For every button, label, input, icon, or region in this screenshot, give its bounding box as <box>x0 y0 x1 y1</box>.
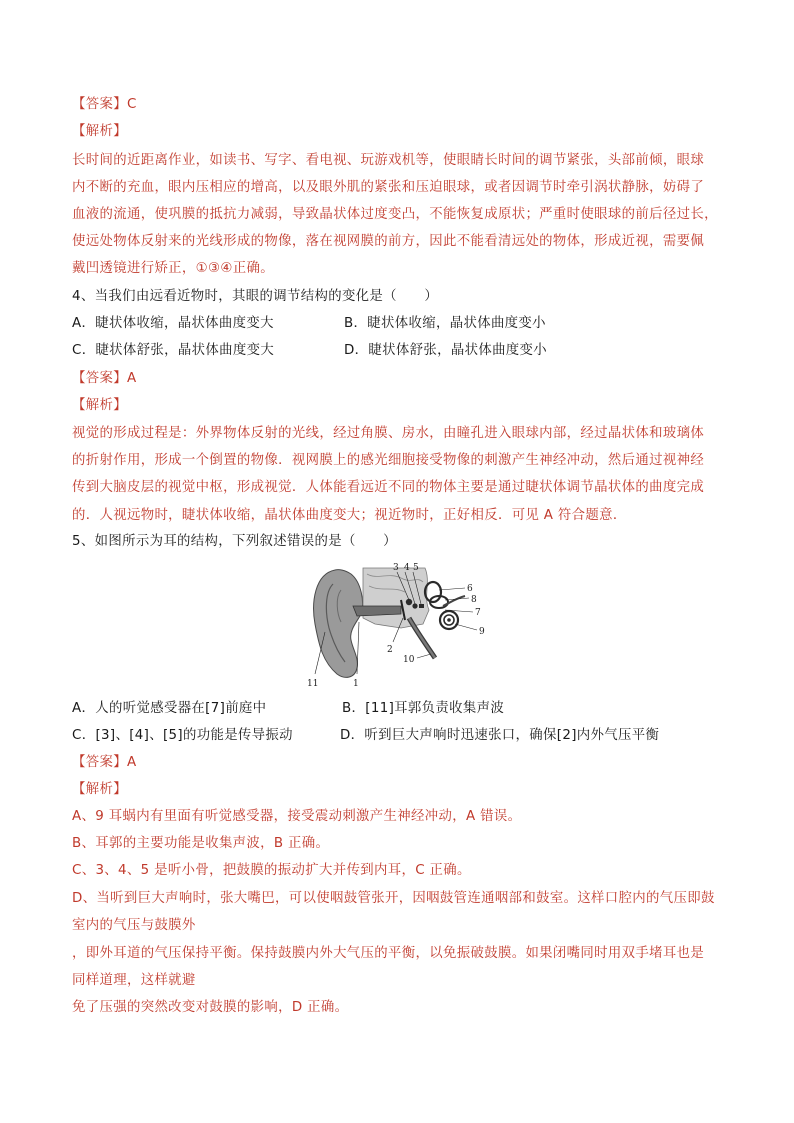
answer-value: C <box>126 97 137 112</box>
answer-label: 【答案】 <box>72 755 127 770</box>
option-d: D．听到巨大声响时迅速张口，确保[2]内外气压平衡 <box>340 728 660 743</box>
q5-analysis-line: 室内的气压与鼓膜外 <box>72 918 196 933</box>
option-b: B．[11]耳郭负责收集声波 <box>342 701 505 716</box>
answer-value: A <box>126 371 137 386</box>
figure-label-3: 3 <box>393 563 399 573</box>
q4-options-row-2 <box>72 342 548 360</box>
q4-options-row-1 <box>72 315 546 333</box>
q5-analysis-line: A、9 耳蜗内有里面有听觉感受器，接受震动刺激产生神经冲动，A 错误。 <box>72 809 522 824</box>
q5-answer <box>72 754 136 772</box>
q3-analysis-label: 【解析】 <box>72 124 127 139</box>
answer-label: 【答案】 <box>72 371 127 386</box>
q5-options-row-1 <box>72 700 505 718</box>
figure-label-2: 2 <box>387 645 393 655</box>
q4-answer <box>72 370 136 388</box>
q5-analysis-line: 免了压强的突然改变对鼓膜的影响，D 正确。 <box>72 1000 349 1015</box>
q4-analysis-line: 传到大脑皮层的视觉中枢，形成视觉．人体能看远近不同的物体主要是通过睫状体调节晶状体的曲度完成 <box>72 480 705 495</box>
answer-label: 【答案】 <box>72 97 127 112</box>
figure-label-11: 11 <box>307 679 319 689</box>
figure-label-5: 5 <box>413 563 419 573</box>
q5-analysis-label: 【解析】 <box>72 782 127 797</box>
option-a: A．人的听觉感受器在[7]前庭中 <box>72 701 267 716</box>
figure-label-7: 7 <box>475 608 481 618</box>
q4-analysis-line: 的．人视远物时，睫状体收缩，晶状体曲度变大；视近物时，正好相反．可见 A 符合题意． <box>72 508 627 523</box>
option-d: D．睫状体舒张，晶状体曲度变小 <box>344 343 548 358</box>
q3-analysis-line: 内不断的充血，眼内压相应的增高，以及眼外肌的紧张和压迫眼球，或者因调节时牵引涡状静脉，妨碍了 <box>72 180 705 195</box>
q4-analysis-line: 视觉的形成过程是：外界物体反射的光线，经过角膜、房水，由瞳孔进入眼球内部，经过晶状体和玻璃体 <box>72 426 705 441</box>
q4-analysis-label: 【解析】 <box>72 398 127 413</box>
q3-analysis-line: 使远处物体反射来的光线形成的物像，落在视网膜的前方，因此不能看清远处的物体，形成近视，需要佩 <box>72 234 705 249</box>
option-b: B．睫状体收缩，晶状体曲度变小 <box>344 316 546 331</box>
figure-label-4: 4 <box>404 563 410 573</box>
q4-analysis-line: 的折射作用，形成一个倒置的物像．视网膜上的感光细胞接受物像的刺激产生神经冲动，然后通过视神经 <box>72 453 705 468</box>
q5-analysis-line: C、3、4、5 是听小骨，把鼓膜的振动扩大并传到内耳，C 正确。 <box>72 863 471 878</box>
q5-analysis-line: ，即外耳道的气压保持平衡。保持鼓膜内外大气压的平衡，以免振破鼓膜。如果闭嘴同时用双手堵耳也是 <box>72 946 705 961</box>
figure-label-9: 9 <box>479 627 485 637</box>
ear-structure-figure <box>305 562 495 692</box>
figure-label-6: 6 <box>467 584 473 594</box>
q5-analysis-line: B、耳郭的主要功能是收集声波，B 正确。 <box>72 836 330 851</box>
figure-label-10: 10 <box>403 655 415 665</box>
q5-stem: 5、如图所示为耳的结构，下列叙述错误的是（ ） <box>72 534 397 549</box>
answer-value: A <box>126 755 137 770</box>
option-a: A．睫状体收缩，晶状体曲度变大 <box>72 316 274 331</box>
q3-answer <box>72 96 137 114</box>
q5-analysis-line: 同样道理，这样就避 <box>72 973 196 988</box>
q3-analysis-line: 血液的流通，使巩膜的抵抗力减弱，导致晶状体过度变凸，不能恢复成原状；严重时使眼球的前后径过长， <box>72 207 718 222</box>
figure-label-8: 8 <box>471 595 477 605</box>
q5-analysis-line: D、当听到巨大声响时，张大嘴巴，可以使咽鼓管张开，因咽鼓管连通咽部和鼓室。这样口腔内的气压即鼓 <box>72 891 715 906</box>
q3-analysis-line: 长时间的近距离作业，如读书、写字、看电视、玩游戏机等，使眼睛长时间的调节紧张，头部前倾，眼球 <box>72 153 705 168</box>
q3-analysis-line: 戴凹透镜进行矫正，①③④正确。 <box>72 261 274 276</box>
q5-options-row-2 <box>72 727 660 745</box>
option-c: C．[3]、[4]、[5]的功能是传导振动 <box>72 728 293 743</box>
q4-stem: 4、当我们由远看近物时，其眼的调节结构的变化是（ ） <box>72 289 439 304</box>
option-c: C．睫状体舒张，晶状体曲度变大 <box>72 343 275 358</box>
figure-label-1: 1 <box>353 679 359 689</box>
